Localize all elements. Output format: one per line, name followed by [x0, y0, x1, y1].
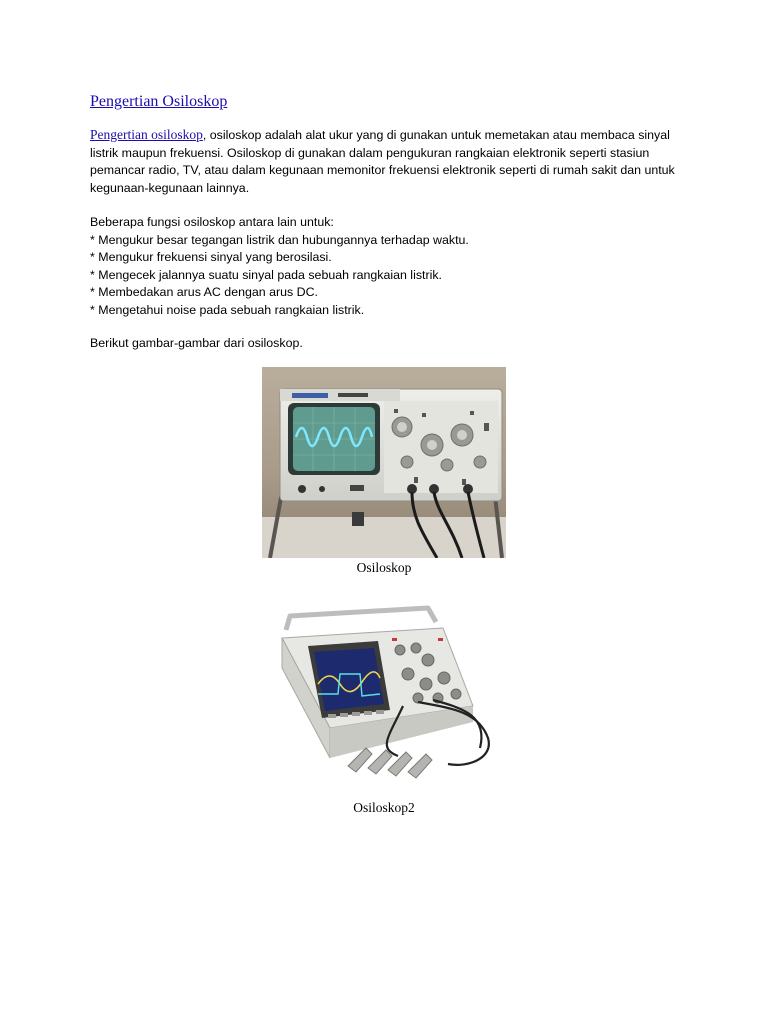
- function-item: * Membedakan arus AC dengan arus DC.: [90, 285, 318, 299]
- figure-caption: Osiloskop: [356, 560, 412, 575]
- intro-body: , osiloskop adalah alat ukur yang di gunakan untuk memetakan atau membaca sinyal listrik maupun frekuensi. Osiloskop di gunakan dalam pengukuran rangkaian elektronik seperti stasiun pemancar radio, TV, atau dalam kegunaan memonitor frekuensi elektronik seperti di rumah sakit dan untuk kegunaan-kegunaan lainnya.: [90, 128, 675, 195]
- functions-section: [90, 214, 690, 319]
- function-item: * Mengecek jalannya suatu sinyal pada sebuah rangkaian listrik.: [90, 267, 442, 282]
- function-item: * Mengetahui noise pada sebuah rangkaian listrik.: [90, 302, 365, 317]
- page-title[interactable]: Pengertian Osiloskop: [90, 93, 228, 110]
- digital-oscilloscope-photo: [268, 598, 500, 790]
- pictures-intro: Berikut gambar-gambar dari osiloskop.: [90, 336, 303, 350]
- function-item: * Mengukur besar tegangan listrik dan hubungannya terhadap waktu.: [90, 232, 469, 247]
- functions-heading: Beberapa fungsi osiloskop antara lain untuk:: [90, 215, 334, 229]
- function-item: * Mengukur frekuensi sinyal yang berosilasi.: [90, 250, 332, 264]
- intro-paragraph: [90, 126, 690, 197]
- figure-caption: Osiloskop2: [353, 800, 415, 815]
- analog-oscilloscope-photo: [262, 367, 506, 558]
- intro-link[interactable]: Pengertian osiloskop: [90, 127, 203, 142]
